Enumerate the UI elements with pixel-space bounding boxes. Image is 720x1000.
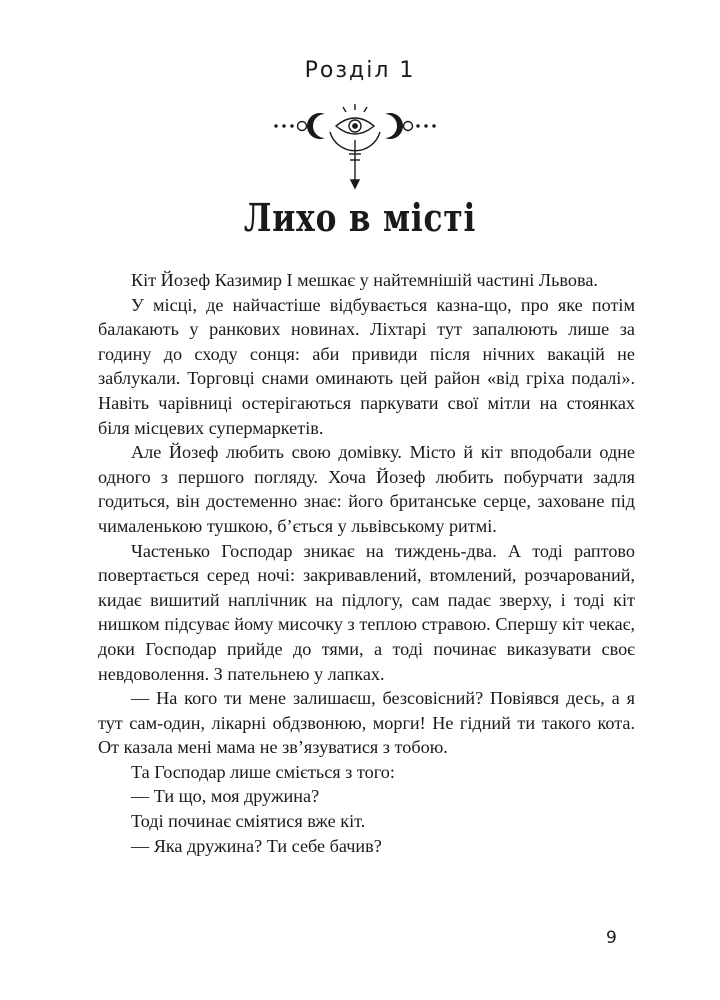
body-text [98, 268, 635, 858]
paragraph-1: Кіт Йозеф Казимир І мешкає у найтемнішій частині Львова. [131, 270, 598, 290]
paragraph-7: — Ти що, моя дружина? [131, 786, 320, 807]
paragraph-5: — На кого ти мене залишаєш, безсовісний? Повіявся десь, а я тут сам-один, лікарні обдзвонюю, морги! Не гідний ти такого кота. От казала мені мама не зв’язуватися з тобою. [98, 688, 635, 758]
paragraph-4: Частенько Господар зникає на тиждень-два. А тоді раптово повертається серед ночі: закривавлений, втомлений, розчарований, кидає вишитий наплічник на підлогу, сам падає зверху, і тоді кіт нишком підсуває йому мисочку з теплою стравою. Спершу кіт чекає, доки Господар прийде до тями, а тоді починає виказувати своє невдоволення. З пательнею у лапках. [98, 540, 635, 684]
page-number: 9 [606, 928, 617, 948]
paragraph-2: У місці, де найчастіше відбувається казна-що, про яке потім балакають у ранкових новинах. Ліхтарі тут запалюють лише за годину до сходу сонця: аби привиди після нічних вакацій не заблукали. Торговці снами оминають цей район «від гріха подалі». Навіть чарівниці остерігаються паркувати свої мітли на стоянках біля місцевих супермаркетів. [98, 294, 635, 438]
paragraph-8: Тоді починає сміятися вже кіт. [131, 811, 366, 832]
chapter-title: Лихо в місті [243, 195, 477, 240]
chapter-label: Розділ 1 [304, 58, 416, 83]
paragraph-3: Але Йозеф любить свою домівку. Місто й кіт вподобали одне одного з першого погляду. Хоча Йозеф любить побурчати задля годиться, він достеменно знає: його британське серце, заховане під чималенькою тушкою, б’ється у львівському ритмі. [98, 442, 635, 536]
moon-eye-arrow-icon [270, 96, 440, 192]
paragraph-9: — Яка дружина? Ти себе бачив? [131, 835, 382, 856]
paragraph-6: Та Господар лише сміється з того: [131, 761, 395, 782]
